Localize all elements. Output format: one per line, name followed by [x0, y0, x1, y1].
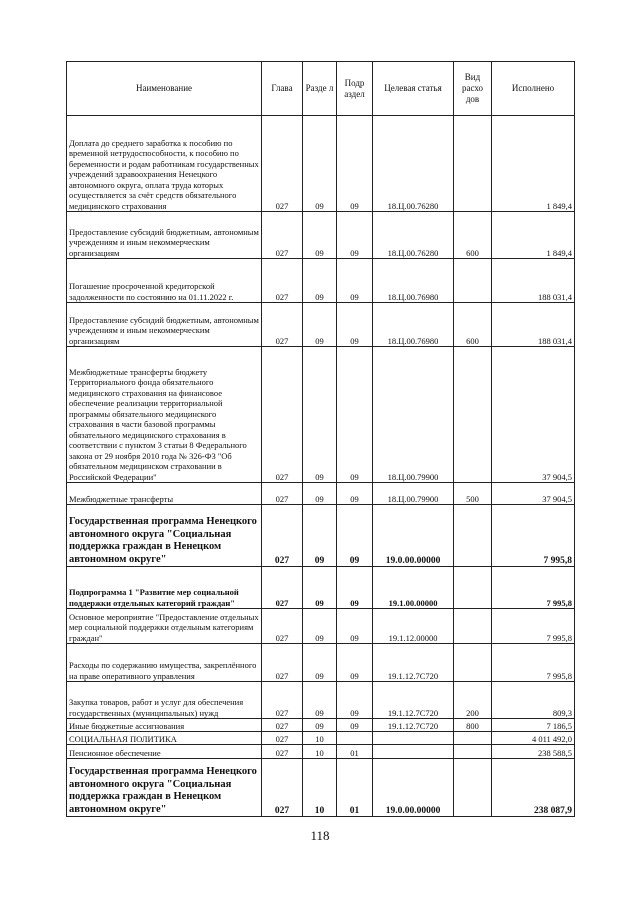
table-row [67, 719, 575, 732]
table-row [67, 483, 575, 505]
row-expense-type [454, 644, 492, 682]
row-name: Погашение просроченной кредиторской задолженности по состоянию на 01.11.2022 г. [67, 259, 262, 303]
row-expense-type: 600 [454, 212, 492, 259]
row-name: Межбюджетные трансферты [67, 483, 262, 505]
row-target: 18.Ц.00.79900 [373, 347, 454, 483]
table-row [67, 732, 575, 745]
row-executed: 7 995,8 [492, 505, 575, 567]
table-row [67, 745, 575, 759]
row-name: Основное мероприятие "Предоставление отдельных мер социальной поддержки отдельным категориям граждан" [67, 609, 262, 644]
row-chapter: 027 [262, 759, 303, 817]
row-expense-type: 500 [454, 483, 492, 505]
row-executed: 1 849,4 [492, 212, 575, 259]
table-row [67, 347, 575, 483]
row-chapter: 027 [262, 483, 303, 505]
row-target: 19.0.00.00000 [373, 759, 454, 817]
row-section: 09 [303, 116, 337, 212]
row-subsection: 09 [337, 644, 373, 682]
row-subsection: 09 [337, 567, 373, 609]
row-expense-type [454, 259, 492, 303]
row-subsection: 09 [337, 719, 373, 732]
page-number: 118 [310, 828, 330, 843]
table-row [67, 303, 575, 347]
row-target: 19.1.12.7С720 [373, 644, 454, 682]
row-expense-type [454, 759, 492, 817]
row-subsection: 09 [337, 347, 373, 483]
row-executed: 37 904,5 [492, 483, 575, 505]
row-target: 19.1.00.00000 [373, 567, 454, 609]
row-expense-type: 600 [454, 303, 492, 347]
row-expense-type [454, 116, 492, 212]
row-chapter: 027 [262, 259, 303, 303]
table-row [67, 567, 575, 609]
column-header-expense-type: Вид расхо дов [454, 62, 492, 116]
row-expense-type: 800 [454, 719, 492, 732]
row-subsection: 09 [337, 609, 373, 644]
row-section: 09 [303, 259, 337, 303]
row-name: Предоставление субсидий бюджетным, автономным учреждениям и иным некоммерческим организациям [67, 303, 262, 347]
table-row [67, 259, 575, 303]
row-subsection: 09 [337, 505, 373, 567]
column-header-chapter: Глава [262, 62, 303, 116]
table-row [67, 759, 575, 817]
row-target [373, 732, 454, 745]
row-target: 19.1.12.7С720 [373, 719, 454, 732]
row-executed: 188 031,4 [492, 259, 575, 303]
row-name: Государственная программа Ненецкого автономного округа "Социальная поддержка граждан в Ненецком автономном округе" [67, 505, 262, 567]
budget-execution-table [66, 61, 575, 817]
row-expense-type [454, 567, 492, 609]
row-subsection: 01 [337, 759, 373, 817]
row-name: Межбюджетные трансферты бюджету Территориального фонда обязательного медицинского страхования на финансовое обеспечение реализации территориальной программы обязательного медицинского страхования в части базовой программы обязательного медицинского страхования в соответствии с пунктом 3 статьи 8 Федерального закона от 29 ноября 2010 года № 326-ФЗ "Об обязательном медицинском страховании в Российской Федерации" [67, 347, 262, 483]
row-target: 18.Ц.00.76280 [373, 116, 454, 212]
row-executed: 188 031,4 [492, 303, 575, 347]
table-row [67, 682, 575, 719]
row-section: 09 [303, 567, 337, 609]
row-subsection [337, 732, 373, 745]
row-name: Пенсионное обеспечение [67, 745, 262, 759]
row-chapter: 027 [262, 505, 303, 567]
row-chapter: 027 [262, 212, 303, 259]
row-target: 19.1.12.7С720 [373, 682, 454, 719]
row-chapter: 027 [262, 567, 303, 609]
row-chapter: 027 [262, 745, 303, 759]
row-expense-type [454, 745, 492, 759]
row-chapter: 027 [262, 719, 303, 732]
row-subsection: 09 [337, 483, 373, 505]
row-chapter: 027 [262, 644, 303, 682]
row-chapter: 027 [262, 116, 303, 212]
column-header-executed: Исполнено [492, 62, 575, 116]
row-target: 18.Ц.00.76980 [373, 259, 454, 303]
row-target [373, 745, 454, 759]
row-section: 09 [303, 719, 337, 732]
column-header-name: Наименование [67, 62, 262, 116]
row-name: Закупка товаров, работ и услуг для обеспечения государственных (муниципальных) нужд [67, 682, 262, 719]
row-target: 19.1.12.00000 [373, 609, 454, 644]
row-expense-type [454, 347, 492, 483]
row-executed: 809,3 [492, 682, 575, 719]
row-section: 09 [303, 483, 337, 505]
row-executed: 7 995,8 [492, 609, 575, 644]
row-executed: 238 588,5 [492, 745, 575, 759]
row-section: 10 [303, 759, 337, 817]
row-subsection: 01 [337, 745, 373, 759]
table-row [67, 644, 575, 682]
row-name: Расходы по содержанию имущества, закреплённого на праве оперативного управления [67, 644, 262, 682]
row-name: Доплата до среднего заработка к пособию по временной нетрудоспособности, к пособию по беременности и родам работникам государственных учреждений здравоохранения Ненецкого автономного округа, оплата труда которых осуществляется за счёт средств обязательного медицинского страхования [67, 116, 262, 212]
row-target: 19.0.00.00000 [373, 505, 454, 567]
column-header-section: Разде л [303, 62, 337, 116]
row-executed: 4 011 492,0 [492, 732, 575, 745]
table-row [67, 609, 575, 644]
row-executed: 7 186,5 [492, 719, 575, 732]
row-subsection: 09 [337, 259, 373, 303]
row-executed: 37 904,5 [492, 347, 575, 483]
row-chapter: 027 [262, 347, 303, 483]
row-subsection: 09 [337, 682, 373, 719]
row-target: 18.Ц.00.79900 [373, 483, 454, 505]
row-expense-type [454, 732, 492, 745]
row-chapter: 027 [262, 303, 303, 347]
row-section: 09 [303, 682, 337, 719]
row-name: Предоставление субсидий бюджетным, автономным учреждениям и иным некоммерческим организациям [67, 212, 262, 259]
table-row [67, 212, 575, 259]
row-chapter: 027 [262, 682, 303, 719]
row-section: 09 [303, 609, 337, 644]
row-executed: 1 849,4 [492, 116, 575, 212]
table-header-row [67, 62, 575, 116]
row-section: 09 [303, 303, 337, 347]
row-section: 10 [303, 732, 337, 745]
table-row [67, 116, 575, 212]
row-target: 18.Ц.00.76980 [373, 303, 454, 347]
row-subsection: 09 [337, 303, 373, 347]
column-header-subsection: Подр аздел [337, 62, 373, 116]
row-executed: 7 995,8 [492, 567, 575, 609]
row-section: 09 [303, 505, 337, 567]
row-expense-type [454, 505, 492, 567]
row-section: 09 [303, 644, 337, 682]
row-chapter: 027 [262, 732, 303, 745]
row-chapter: 027 [262, 609, 303, 644]
row-expense-type [454, 609, 492, 644]
row-section: 09 [303, 212, 337, 259]
table-row [67, 505, 575, 567]
row-executed: 7 995,8 [492, 644, 575, 682]
row-subsection: 09 [337, 212, 373, 259]
row-section: 10 [303, 745, 337, 759]
row-executed: 238 087,9 [492, 759, 575, 817]
row-section: 09 [303, 347, 337, 483]
row-expense-type: 200 [454, 682, 492, 719]
column-header-target: Целевая статья [373, 62, 454, 116]
row-name: СОЦИАЛЬНАЯ ПОЛИТИКА [67, 732, 262, 745]
row-subsection: 09 [337, 116, 373, 212]
row-name: Подпрограмма 1 "Развитие мер социальной поддержки отдельных категорий граждан" [67, 567, 262, 609]
row-name: Государственная программа Ненецкого автономного округа "Социальная поддержка граждан в Ненецком автономном округе" [67, 759, 262, 817]
row-target: 18.Ц.00.76280 [373, 212, 454, 259]
row-name: Иные бюджетные ассигнования [67, 719, 262, 732]
